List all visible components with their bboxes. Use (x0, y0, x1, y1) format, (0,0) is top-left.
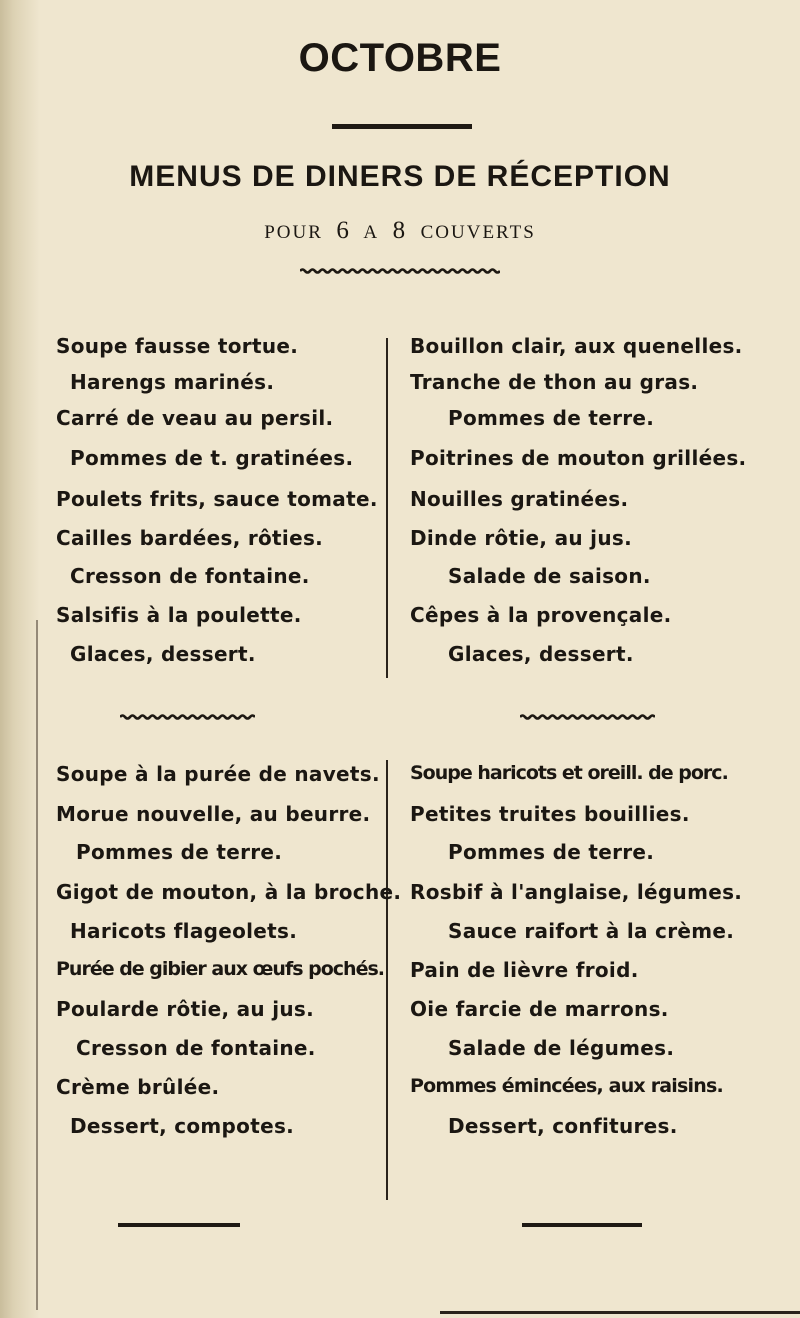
subtitle-number-min: 6 (336, 217, 351, 244)
menu-item: Soupe haricots et oreill. de porc. (410, 762, 728, 784)
ornament-rule-top (300, 268, 500, 274)
menu-item: Cresson de fontaine. (70, 564, 310, 588)
menu-item: Rosbif à l'anglaise, légumes. (410, 880, 743, 904)
menu-item: Pommes de terre. (76, 840, 283, 864)
menu-item: Poulets frits, sauce tomate. (56, 487, 378, 511)
menu-item: Gigot de mouton, à la broche. (56, 880, 402, 904)
menu-item: Cresson de fontaine. (76, 1036, 316, 1060)
menu-item: Nouilles gratinées. (410, 487, 629, 511)
page-binding-edge (0, 0, 40, 1318)
menu-item: Soupe à la purée de navets. (56, 762, 380, 786)
subtitle-pour: POUR (264, 222, 323, 243)
column-divider-top (386, 338, 388, 678)
menu-item: Bouillon clair, aux quenelles. (410, 334, 743, 358)
menu-item: Carré de veau au persil. (56, 406, 334, 430)
menu-item: Dessert, confitures. (448, 1114, 678, 1138)
page-bottom-rule (440, 1311, 800, 1314)
menu-item: Purée de gibier aux œufs pochés. (56, 958, 384, 980)
bottom-rule-right (522, 1223, 642, 1227)
menu-item: Haricots flageolets. (70, 919, 298, 943)
menu-item: Glaces, dessert. (448, 642, 634, 666)
menu-item: Poitrines de mouton grillées. (410, 446, 747, 470)
ornament-rule-left (120, 714, 255, 720)
subtitle-couverts: COUVERTS (420, 222, 536, 243)
menu-item: Petites truites bouillies. (410, 802, 690, 826)
subtitle-number-max: 8 (392, 217, 408, 244)
menu-item: Sauce raifort à la crème. (448, 919, 735, 943)
menu-item: Soupe fausse tortue. (56, 334, 299, 358)
menu-item: Dessert, compotes. (70, 1114, 295, 1138)
menu-item: Salsifis à la poulette. (56, 603, 302, 627)
menu-item: Salade de légumes. (448, 1036, 675, 1060)
ornament-rule-right (520, 714, 655, 720)
section-heading: MENUS DE DINERS DE RÉCEPTION (129, 160, 671, 193)
menu-item: Crème brûlée. (56, 1075, 220, 1099)
menu-item: Pommes de terre. (448, 840, 655, 864)
menu-item: Pommes de terre. (448, 406, 655, 430)
menu-item: Dinde rôtie, au jus. (410, 526, 632, 550)
menu-item: Oie farcie de marrons. (410, 997, 669, 1021)
menu-item: Poularde rôtie, au jus. (56, 997, 315, 1021)
menu-item: Harengs marinés. (70, 370, 275, 394)
menu-item: Tranche de thon au gras. (410, 370, 699, 394)
bottom-rule-left (118, 1223, 240, 1227)
menu-item: Pommes émincées, aux raisins. (410, 1075, 723, 1097)
title-rule (332, 124, 472, 129)
column-divider-bottom (386, 760, 388, 1200)
subtitle (0, 217, 800, 245)
menu-item: Pommes de t. gratinées. (70, 446, 354, 470)
page-title: OCTOBRE (298, 36, 502, 80)
subtitle-a: A (363, 222, 380, 243)
menu-item: Pain de lièvre froid. (410, 958, 639, 982)
menu-item: Salade de saison. (448, 564, 651, 588)
menu-item: Glaces, dessert. (70, 642, 256, 666)
menu-item: Cailles bardées, rôties. (56, 526, 324, 550)
menu-item: Cêpes à la provençale. (410, 603, 672, 627)
menu-item: Morue nouvelle, au beurre. (56, 802, 371, 826)
margin-rule (36, 620, 38, 1310)
